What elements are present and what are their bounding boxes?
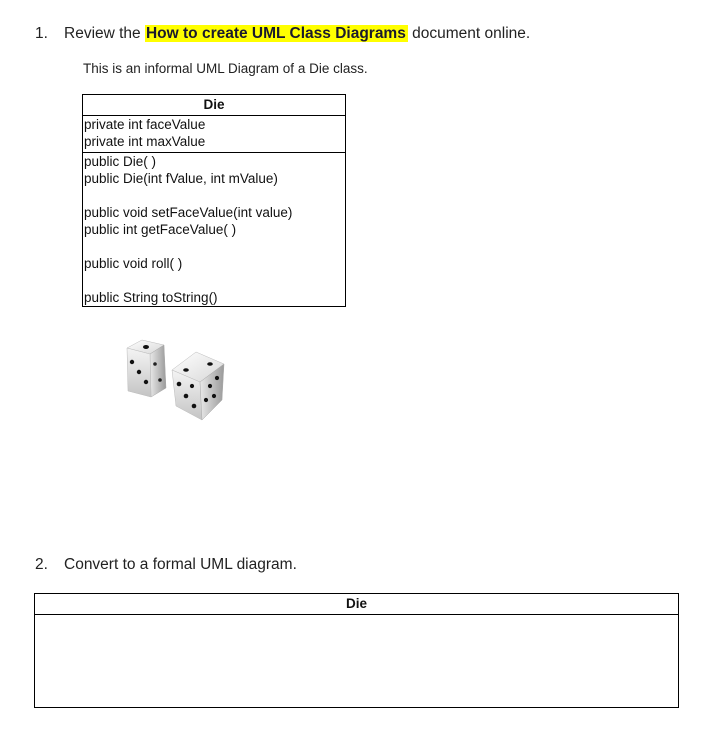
item-text-prefix: Review the: [64, 25, 145, 42]
item-text-suffix: document online.: [407, 25, 531, 42]
formal-uml-diagram: [34, 593, 679, 708]
method-line: public void roll( ): [84, 256, 183, 271]
method-line: public void setFaceValue(int value): [84, 205, 293, 220]
attribute-line: private int maxValue: [84, 134, 206, 149]
empty-diagram-body[interactable]: [35, 615, 678, 708]
item-number: 1.: [35, 25, 48, 42]
item-text: [64, 25, 530, 43]
attributes-section: [83, 116, 345, 153]
method-line: public Die( ): [84, 154, 157, 169]
class-name-cell: Die: [35, 594, 678, 615]
die-left: [127, 340, 166, 397]
highlighted-link-text[interactable]: How to create UML Class Diagrams: [145, 25, 406, 42]
method-line: public int getFaceValue( ): [84, 222, 237, 237]
method-line: public Die(int fValue, int mValue): [84, 171, 278, 186]
method-line: public String toString(): [84, 290, 218, 305]
class-name-cell: Die: [83, 95, 345, 116]
die-right: [172, 352, 224, 420]
diagram-caption: This is an informal UML Diagram of a Die class.: [83, 61, 368, 76]
item-text: Convert to a formal UML diagram.: [64, 556, 297, 573]
attribute-line: private int faceValue: [84, 117, 206, 132]
methods-section: [83, 153, 345, 306]
dice-image: [124, 336, 226, 422]
item-number: 2.: [35, 556, 48, 573]
informal-uml-diagram: [82, 94, 346, 307]
